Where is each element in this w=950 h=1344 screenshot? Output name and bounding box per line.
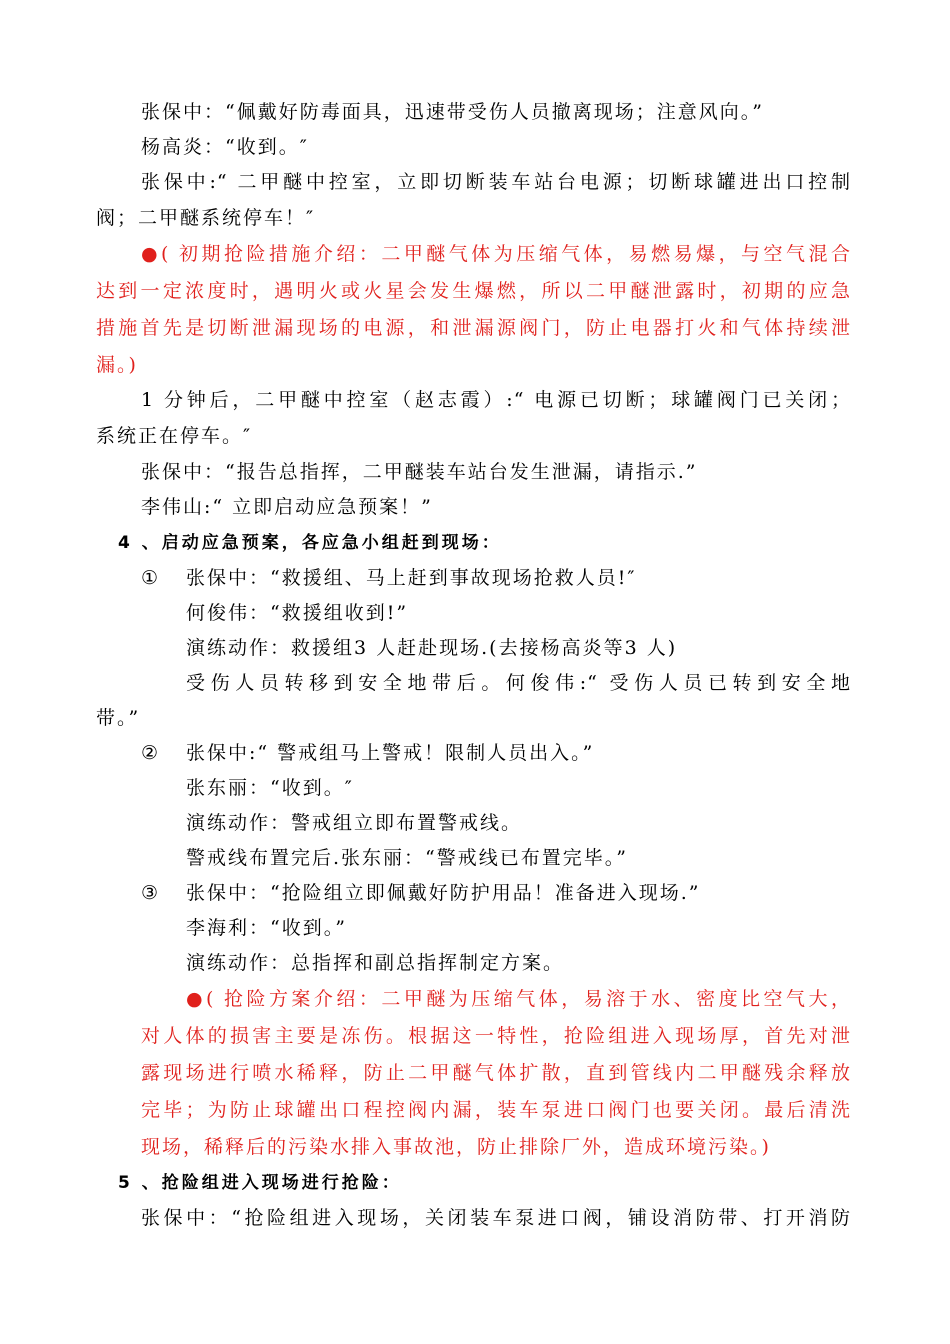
note-line: 达到一定浓度时，遇明火或火星会发生爆燃，所以二甲醚泄露时，初期的应急 xyxy=(96,280,851,302)
note-line: 现场，稀释后的污染水排入事故池，防止排除厂外，造成环境污染。) xyxy=(141,1136,771,1158)
action-line: 演练动作：总指挥和副总指挥制定方案。 xyxy=(186,952,565,974)
dialogue-line: 阀；二甲醚系统停车！″ xyxy=(96,207,316,229)
dialogue-line: 1 分钟后，二甲醚中控室（赵志霞）:“ 电源已切断；球罐阀门已关闭； xyxy=(141,389,851,411)
note-line: 漏。) xyxy=(96,354,138,376)
dialogue-line: 张保中：“救援组、马上赶到事故现场抢救人员!″ xyxy=(186,567,637,589)
dialogue-line: 张保中:“ 警戒组马上警戒！限制人员出入。” xyxy=(186,742,595,764)
dialogue-line: 系统正在停车。″ xyxy=(96,425,253,447)
dialogue-line: 张保中：“报告总指挥，二甲醚装车站台发生泄漏，请指示.” xyxy=(141,461,698,483)
dialogue-line: 张保中：“抢险组立即佩戴好防护用品！准备进入现场.” xyxy=(186,882,701,904)
dialogue-line: 李伟山:“ 立即启动应急预案！” xyxy=(141,496,433,518)
section-heading: 5 、抢险组进入现场进行抢险： xyxy=(118,1173,402,1193)
note-line: 露现场进行喷水稀释，防止二甲醚气体扩散，直到管线内二甲醚残余释放 xyxy=(141,1062,851,1084)
note-line: 完毕；为防止球罐出口程控阀内漏，装车泵进口阀门也要关闭。最后清洗 xyxy=(141,1099,851,1121)
dialogue-line: 警戒线布置完后.张东丽：“警戒线已布置完毕。” xyxy=(186,847,628,869)
dialogue-line: 张保中：“抢险组进入现场，关闭装车泵进口阀，铺设消防带、打开消防 xyxy=(141,1207,851,1229)
action-line: 演练动作：警戒组立即布置警戒线。 xyxy=(186,812,523,834)
dialogue-line: 带。” xyxy=(96,707,141,729)
list-marker: ② xyxy=(141,742,161,764)
dialogue-line: 张保中:“ 二甲醚中控室，立即切断装车站台电源；切断球罐进出口控制 xyxy=(141,171,851,193)
dialogue-line: 杨高炎：“收到。″ xyxy=(141,136,309,158)
dialogue-line: 张保中：“佩戴好防毒面具，迅速带受伤人员撤离现场；注意风向。” xyxy=(141,101,764,123)
list-marker: ① xyxy=(141,567,161,589)
dialogue-line: 张东丽：“收到。″ xyxy=(186,777,354,799)
note-line: ●( 初期抢险措施介绍：二甲醚气体为压缩气体，易燃易爆，与空气混合 xyxy=(141,243,851,265)
action-line: 演练动作：救援组3 人赶赴现场.(去接杨高炎等3 人) xyxy=(186,637,678,659)
section-heading: 4 、启动应急预案，各应急小组赶到现场： xyxy=(118,533,502,553)
note-line: ●( 抢险方案介绍：二甲醚为压缩气体，易溶于水、密度比空气大， xyxy=(186,988,851,1010)
note-line: 对人体的损害主要是冻伤。根据这一特性，抢险组进入现场厚，首先对泄 xyxy=(141,1025,851,1047)
dialogue-line: 何俊伟：“救援组收到!” xyxy=(186,602,409,624)
note-line: 措施首先是切断泄漏现场的电源，和泄漏源阀门，防止电器打火和气体持续泄 xyxy=(96,317,851,339)
list-marker: ③ xyxy=(141,882,161,904)
dialogue-line: 李海利：“收到。” xyxy=(186,917,347,939)
dialogue-line: 受伤人员转移到安全地带后。何俊伟:“ 受伤人员已转到安全地 xyxy=(186,672,851,694)
